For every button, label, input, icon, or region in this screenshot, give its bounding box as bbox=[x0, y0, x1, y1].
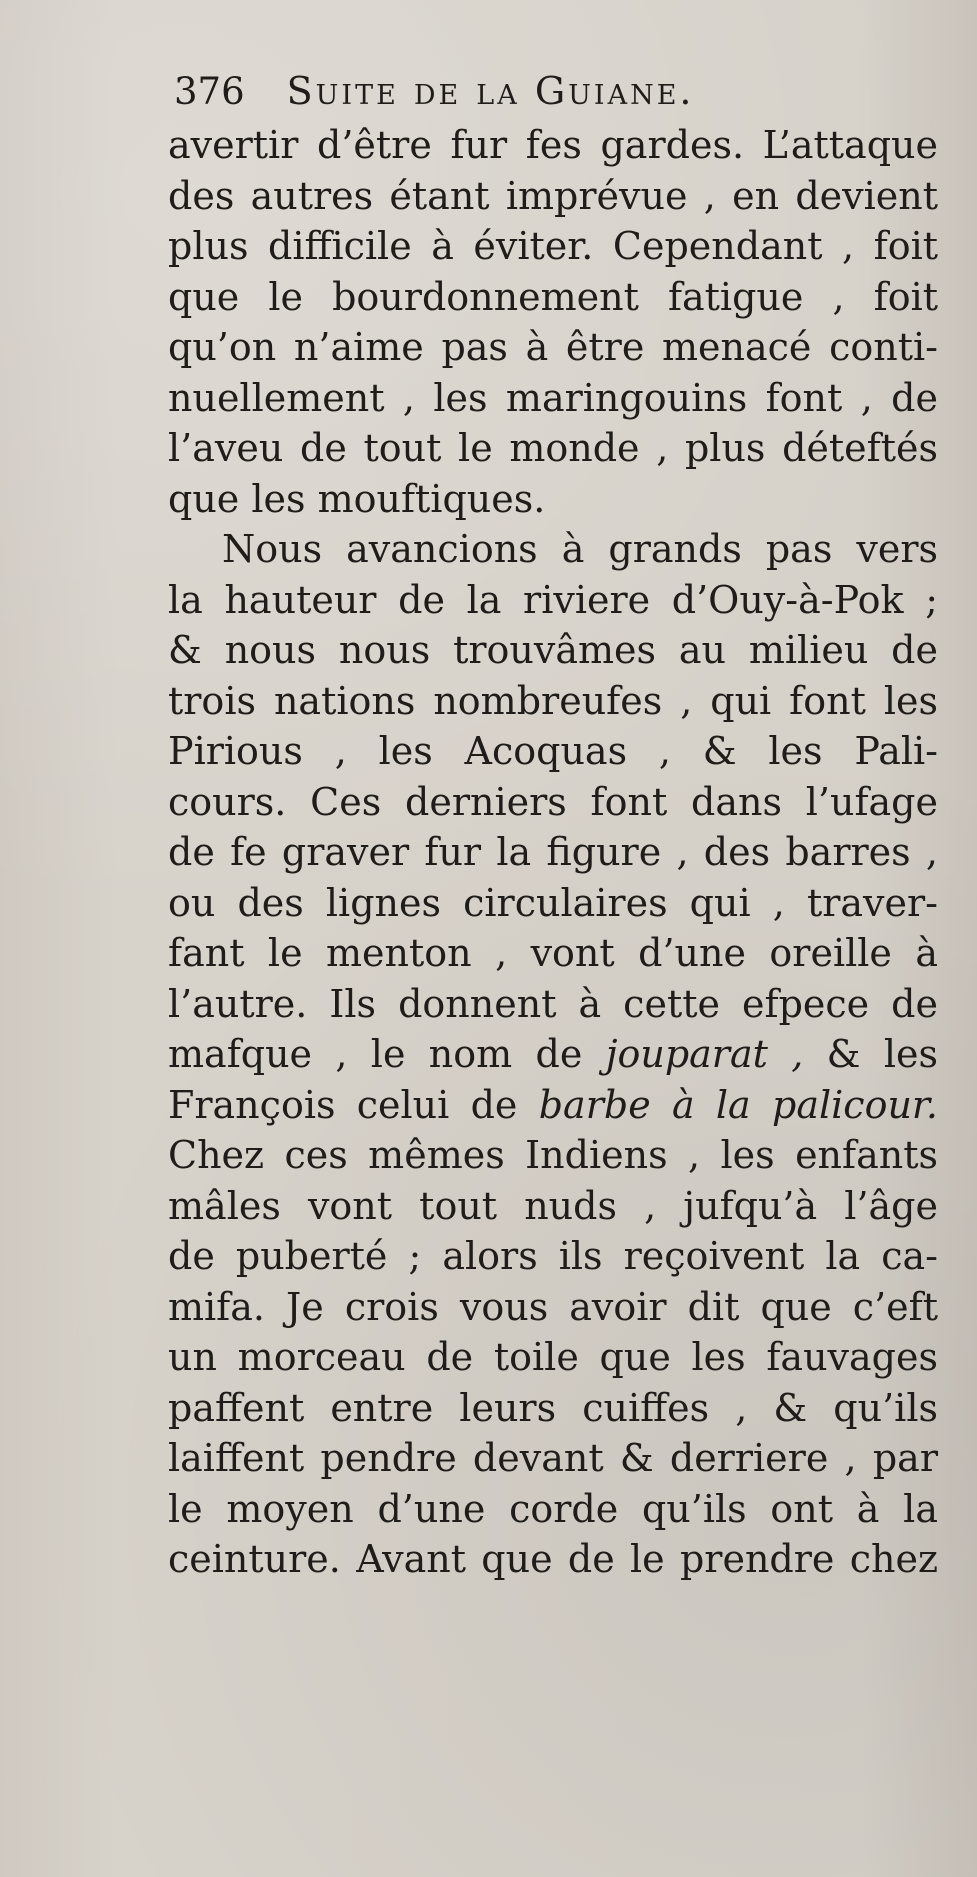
text-line: trois nations nombreufes , qui font les bbox=[168, 678, 938, 723]
text-line: le moyen d’une corde qu’ils ont à la bbox=[168, 1486, 938, 1531]
text-line: de puberté ; alors ils reçoivent la ca- bbox=[168, 1234, 938, 1278]
text-line: mâles vont tout nuds , jufqu’à l’âge bbox=[168, 1183, 938, 1228]
running-head: Suite de la Guiane. bbox=[286, 69, 695, 113]
text-line: un morceau de toile que les fauvages bbox=[168, 1335, 938, 1379]
text-line: l’aveu de tout le monde , plus déteftés bbox=[168, 426, 938, 470]
italic-word: jouparat , bbox=[605, 1032, 804, 1076]
text-line: de fe graver fur la figure , des barres , bbox=[168, 830, 938, 874]
text-line: qu’on n’aime pas à être menacé conti- bbox=[168, 325, 938, 369]
text-line: que les mouftiques. bbox=[168, 476, 546, 521]
text-line: laiffent pendre devant & derriere , par bbox=[168, 1436, 938, 1480]
body-text bbox=[168, 120, 938, 1585]
page-number: 376 bbox=[174, 70, 245, 113]
text-line: que le bourdonnement fatigue , foit bbox=[168, 274, 938, 319]
text-line: fant le menton , vont d’une oreille à bbox=[168, 931, 938, 975]
text-line: Nous avancions à grands pas vers bbox=[222, 527, 938, 571]
text-fragment: mafque , le nom de bbox=[168, 1032, 583, 1076]
text-line: nuellement , les maringouins font , de bbox=[168, 375, 938, 420]
text-line: paffent entre leurs cuiffes , & qu’ils bbox=[168, 1385, 938, 1430]
text-line: ceinture. Avant que de le prendre chez bbox=[168, 1537, 938, 1581]
page-header bbox=[174, 69, 927, 113]
text-line: & nous nous trouvâmes au milieu de bbox=[168, 628, 938, 672]
text-fragment: & les bbox=[826, 1032, 938, 1076]
text-line: Chez ces mêmes Indiens , les enfants bbox=[168, 1133, 938, 1177]
text-line-mixed bbox=[168, 1029, 938, 1080]
text-line: avertir d’être fur fes gardes. L’attaque bbox=[168, 123, 938, 167]
text-line: Pirious , les Acoquas , & les Pali- bbox=[168, 729, 938, 773]
italic-phrase: barbe à la palicour. bbox=[538, 1082, 938, 1127]
text-line: l’autre. Ils donnent à cette efpece de bbox=[168, 981, 938, 1026]
text-fragment: François celui de bbox=[168, 1082, 518, 1127]
text-line: ou des lignes circulaires qui , traver- bbox=[168, 880, 938, 925]
text-line: des autres étant imprévue , en devient bbox=[168, 173, 938, 218]
text-line: mifa. Je crois vous avoir dit que c’eft bbox=[168, 1284, 938, 1329]
text-line: la hauteur de la riviere d’Ouy-à-Pok ; bbox=[168, 577, 938, 622]
text-line: plus difficile à éviter. Cependant , foit bbox=[168, 224, 938, 268]
text-line-mixed bbox=[168, 1080, 938, 1131]
text-line: cours. Ces derniers font dans l’ufage bbox=[168, 779, 938, 824]
